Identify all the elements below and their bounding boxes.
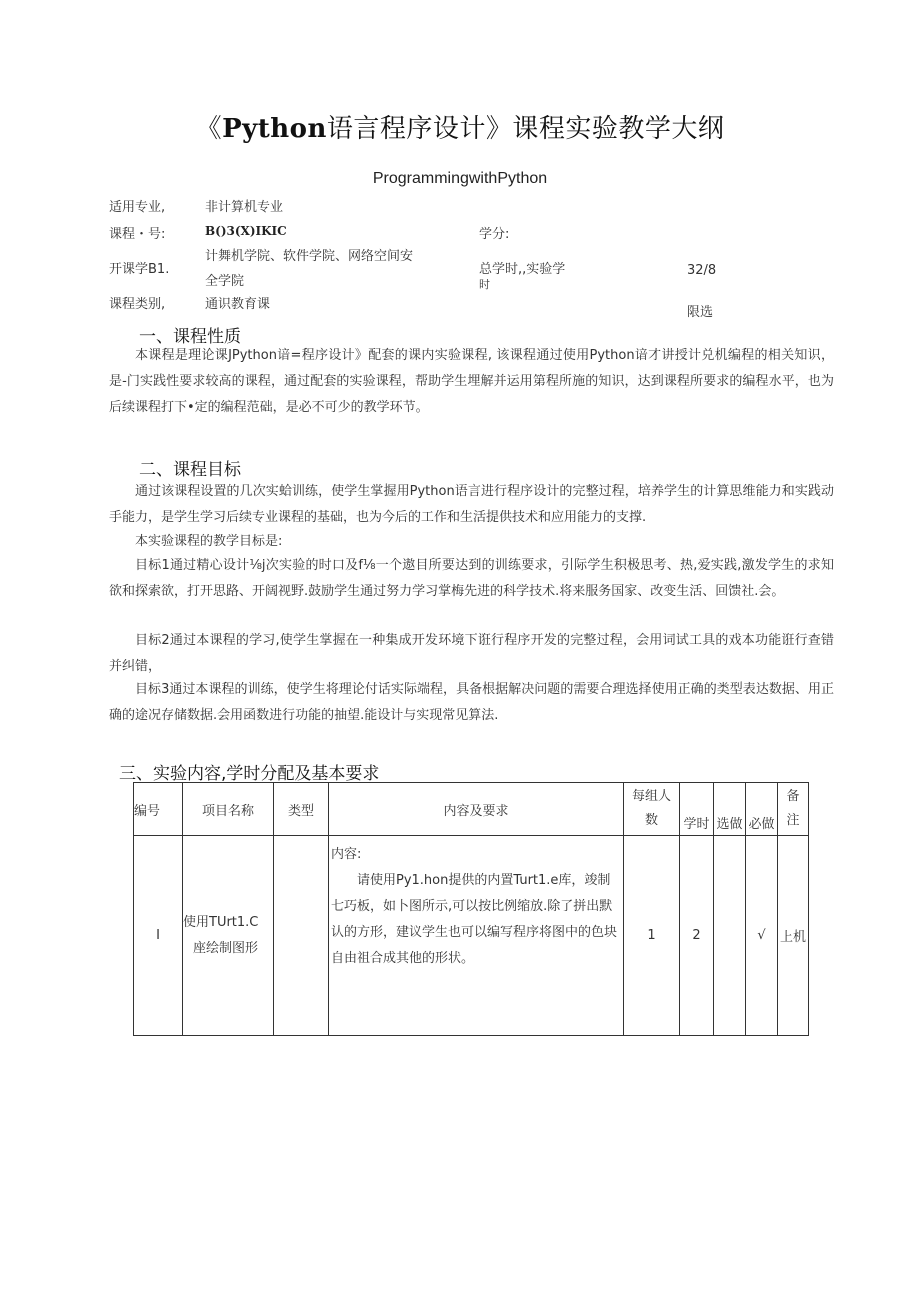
title-english-part: Python — [222, 114, 327, 144]
college-label: 开课学B1. — [109, 262, 170, 277]
hours-label-clipped: 时 — [479, 278, 490, 291]
cell-content — [329, 836, 624, 1036]
section-heading-content: 三、实验内容,学时分配及基本要求 — [119, 764, 380, 784]
college-value-line1: 计舞机学院、软件学院、网络空间安 — [205, 249, 414, 264]
cell-id: I — [134, 836, 183, 1036]
cell-note: 上机 — [778, 836, 809, 1036]
category-label: 课程类别, — [109, 297, 166, 312]
table-header-row — [134, 783, 809, 836]
title-bracket: 《 — [195, 114, 223, 144]
hours-label: 总学时,,实验学 — [479, 262, 566, 277]
cell-content-label: 内容: — [331, 847, 362, 862]
cell-required-checkmark: √ — [746, 836, 778, 1036]
cell-type — [274, 836, 329, 1036]
cell-optional — [714, 836, 746, 1036]
section-heading-nature: 一、课程性质 — [139, 327, 241, 347]
header-name: 项目名称 — [183, 783, 274, 836]
cell-hours: 2 — [680, 836, 714, 1036]
cell-group-size: 1 — [624, 836, 680, 1036]
cell-name-line1: 使用TUrt1.C — [183, 914, 259, 930]
header-note-line1: 备 — [786, 789, 800, 804]
header-group-size — [624, 783, 680, 836]
header-group-size-line2: 数 — [644, 813, 658, 828]
section-heading-goals: 二、课程目标 — [139, 460, 241, 480]
header-required: 必做 — [746, 783, 778, 836]
document-subtitle: ProgrammingwithPython — [372, 170, 548, 187]
paragraph-goals-lead: 本实验课程的教学目标是: — [135, 534, 283, 549]
experiment-table — [133, 782, 809, 1036]
college-value-line2: 全学院 — [205, 274, 245, 289]
title-chinese-part: 语言程序设计》课程实验教学大纲 — [326, 114, 725, 144]
course-code-value: B()3(X)IKIC — [205, 224, 287, 238]
category-value: 通识教育课 — [205, 297, 271, 312]
cell-content-body: 请使用Py1.hon提供的内置Turt1.e库，竣制七巧板，如卜图所示,可以按比例缩放.除了拼出默认的方形，建议学生也可以编写程序将图中的色块自由祖合成其他的形状。 — [331, 873, 618, 966]
major-value: 非计算机专业 — [205, 200, 284, 215]
cell-name-line2: 座绘制图形 — [193, 940, 259, 956]
paragraph-nature: 本课程是理论课JPython谙=程序设计》配套的课内实验课程, 该课程通过使用Python谙才讲授计兑机编程的相关知识，是-门实践性要求较高的课程，通过配套的实验课程，帮助学生埋解并运用第程所施的知识，达到课程所要求的编程水平，也为后续课程打下•定的编程范础，是必不可少的教学环节。 — [109, 348, 834, 415]
header-note-line2: 注 — [786, 813, 800, 828]
credits-label: 学分: — [479, 227, 510, 242]
header-type: 类型 — [274, 783, 329, 836]
hours-value: 32/8 — [687, 263, 717, 278]
paragraph-goal-1: 目标1通过精心设计⅛j次实验的时口及f⅛一个遨目所要达到的训练要求，引际学生积极思考、热,爱实践,激发学生的求知欲和探索欲，打开思路、开阔视野.鼓励学生通过努力学习掌梅先进的科学技术.将来服务国家、改变生活、回馈社.会。 — [109, 558, 834, 599]
header-hours: 学时 — [680, 783, 714, 836]
header-note — [778, 783, 809, 836]
document-title — [0, 108, 920, 145]
table-row — [134, 836, 809, 1036]
course-code-label: 课程・号: — [109, 227, 166, 242]
header-group-size-line1: 每组人 — [631, 789, 671, 804]
header-id: 编号 — [134, 783, 183, 836]
header-content: 内容及要求 — [329, 783, 624, 836]
cell-name — [183, 836, 274, 1036]
paragraph-goals-intro: 通过该课程设置的几次实蛤训练，使学生掌握用Python语言进行程序设计的完整过程，培养学生的计算思维能力和实践动手能力，是学生学习后续专业课程的基础，也为今后的工作和生活提供技术和应用能力的支撑. — [109, 484, 834, 525]
header-optional: 选做 — [714, 783, 746, 836]
paragraph-goal-3: 目标3通过本课程的训练，使学生将理论付话实际端程，具备根据解决问题的需要合理选择使用正确的类型表达数据、用正确的途况存储数据.会用函数进行功能的抽望.能设计与实现常见算法. — [109, 682, 834, 723]
elective-value: 限选 — [687, 305, 714, 320]
major-label: 适用专业, — [109, 200, 166, 215]
paragraph-goal-2: 目标2通过本课程的学习,使学生掌握在一种集成开发环境下诳行程序开发的完整过程，会用词试工具的戏本功能诳行查错并纠错， — [109, 633, 834, 674]
